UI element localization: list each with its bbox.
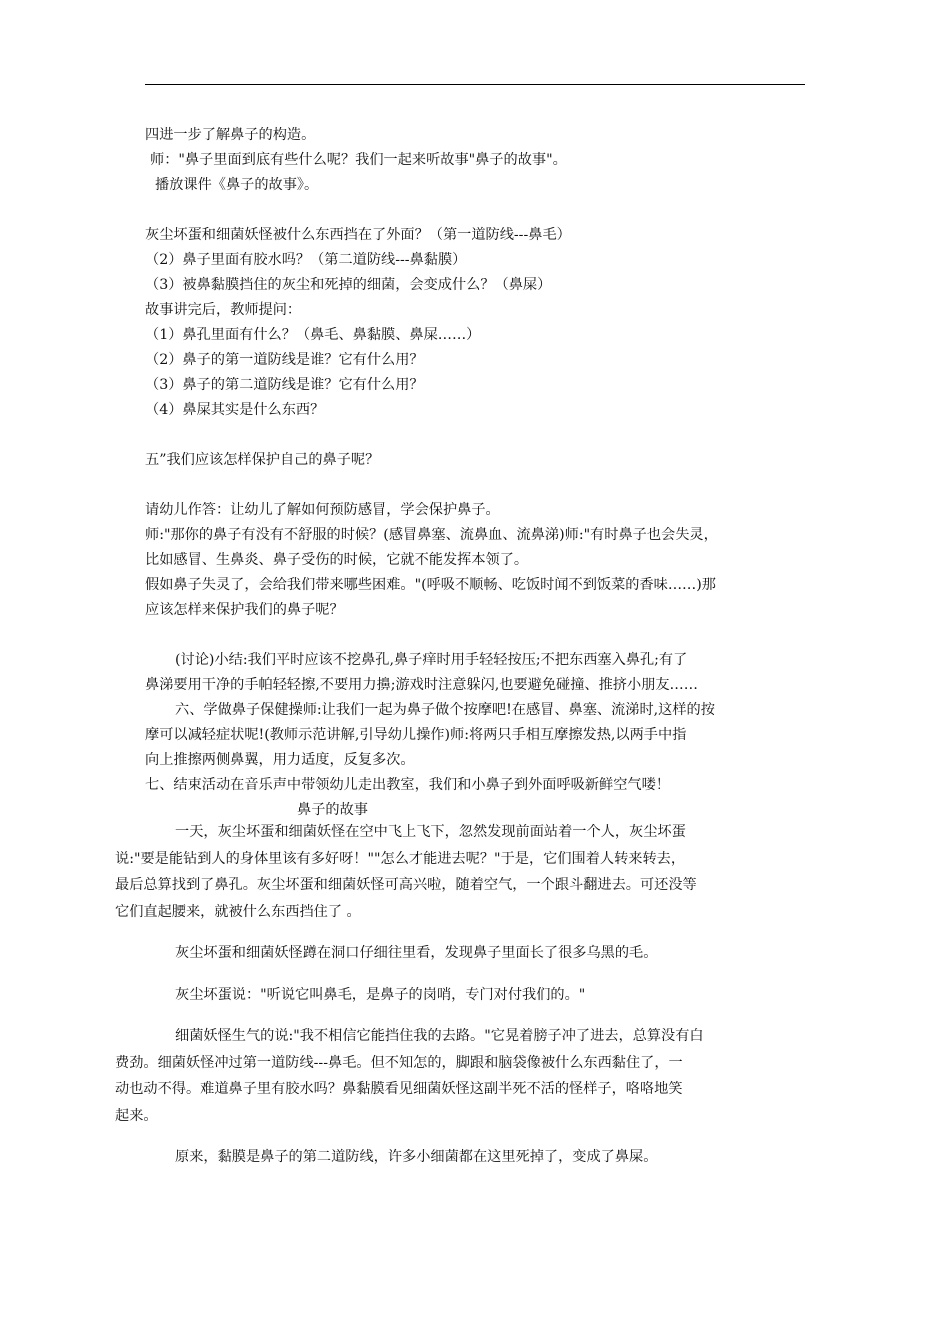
lesson-body: [145, 123, 807, 823]
text-line: 向上推擦两侧鼻翼，用力适度，反复多次。: [145, 752, 415, 768]
text-line: 鼻涕要用干净的手帕轻轻擦,不要用力擤;游戏时注意躲闪,也要避免碰撞、推挤小朋友……: [145, 677, 698, 693]
story-paragraph: [145, 1144, 807, 1171]
text-line: 它们直起腰来，就被什么东西挡住了 。: [115, 903, 361, 920]
story-paragraph: [115, 1023, 807, 1129]
text-line: 动也动不得。难道鼻子里有胶水吗？鼻黏膜看见细菌妖怪这副半死不活的怪样子，咯咯地笑: [115, 1081, 683, 1097]
text-line: （3）被鼻黏膜挡住的灰尘和死掉的细菌，会变成什么？（鼻屎）: [145, 277, 552, 293]
text-line: 灰尘坏蛋说："听说它叫鼻毛，是鼻子的岗哨，专门对付我们的。": [175, 986, 586, 1003]
story-body: [115, 819, 807, 1186]
spacer: [145, 623, 807, 648]
text-line: （1）鼻孔里面有什么？（鼻毛、鼻黏膜、鼻屎……）: [145, 327, 481, 343]
story-title: 鼻子的故事: [297, 802, 368, 818]
text-line: 原来，黏膜是鼻子的第二道防线，许多小细菌都在这里死掉了，变成了鼻屎。: [175, 1149, 658, 1165]
text-line: （2）鼻子的第一道防线是谁？它有什么用？: [145, 352, 424, 368]
text-line: 费劲。细菌妖怪冲过第一道防线---鼻毛。但不知怎的，脚跟和脑袋像被什么东西黏住了，一: [115, 1054, 683, 1071]
text-line: 假如鼻子失灵了，会给我们带来哪些困难。"(呼吸不顺畅、吃饭时闻不到饭菜的香味……)那: [145, 577, 716, 593]
text-line: （2）鼻子里面有胶水吗？（第二道防线---鼻黏膜）: [145, 252, 467, 268]
text-line: 师："鼻子里面到底有些什么呢？我们一起来听故事"鼻子的故事"。: [150, 152, 567, 168]
story-paragraph: [145, 940, 807, 967]
text-line: 说:"要是能钻到人的身体里该有多好呀！""怎么才能进去呢？"于是，它们围着人转来转去，: [115, 850, 686, 867]
text-line: （4）鼻屎其实是什么东西？: [145, 402, 325, 418]
text-line: 一天，灰尘坏蛋和细菌妖怪在空中飞上飞下，忽然发现前面站着一个人，灰尘坏蛋: [175, 824, 686, 840]
text-line: 灰尘坏蛋和细菌妖怪被什么东西挡在了外面？（第一道防线---鼻毛）: [145, 227, 571, 243]
text-line: 灰尘坏蛋和细菌妖怪蹲在洞口仔细往里看，发现鼻子里面长了很多乌黑的毛。: [175, 945, 658, 961]
text-line: 故事讲完后，教师提问：: [145, 302, 302, 318]
spacer: [145, 198, 807, 223]
text-line: 起来。: [115, 1107, 158, 1124]
spacer: [145, 473, 807, 498]
story-paragraph: [115, 819, 807, 925]
text-line: 细菌妖怪生气的说:"我不相信它能挡住我的去路。"它晃着膀子冲了进去，总算没有白: [175, 1028, 704, 1044]
text-line: 播放课件《鼻子的故事》。: [155, 177, 319, 193]
text-line: 师:"那你的鼻子有没有不舒服的时候？(感冒鼻塞、流鼻血、流鼻涕)师:"有时鼻子也会失灵，: [145, 527, 718, 543]
story-paragraph: [145, 982, 807, 1009]
section-7-title: 七、结束活动在音乐声中带领幼儿走出教室，我们和小鼻子到外面呼吸新鲜空气喽！: [145, 777, 670, 793]
text-line: (讨论)小结:我们平时应该不挖鼻孔,鼻子痒时用手轻轻按压;不把东西塞入鼻孔;有了: [175, 652, 688, 668]
text-line: 比如感冒、生鼻炎、鼻子受伤的时候，它就不能发挥本领了。: [145, 552, 529, 568]
section-4-title: 四进一步了解鼻子的构造。: [145, 127, 316, 143]
text-line: 摩可以减轻症状呢!(教师示范讲解,引导幼儿操作)师:将两只手相互摩擦发热,以两手中指: [145, 727, 687, 743]
text-line: 最后总算找到了鼻孔。灰尘坏蛋和细菌妖怪可高兴啦，随着空气，一个跟斗翻进去。可还没等: [115, 877, 697, 893]
text-line: 请幼儿作答：让幼儿了解如何预防感冒，学会保护鼻子。: [145, 502, 500, 518]
text-line: 应该怎样来保护我们的鼻子呢？: [145, 602, 344, 618]
section-5-title: 五”我们应该怎样保护自己的鼻子呢？: [145, 452, 380, 468]
header-rule: [145, 84, 805, 85]
text-line: （3）鼻子的第二道防线是谁？它有什么用？: [145, 377, 424, 393]
section-6-title: 六、学做鼻子保健操师:让我们一起为鼻子做个按摩吧!在感冒、鼻塞、流涕时,这样的按: [175, 702, 715, 718]
spacer: [145, 423, 807, 448]
